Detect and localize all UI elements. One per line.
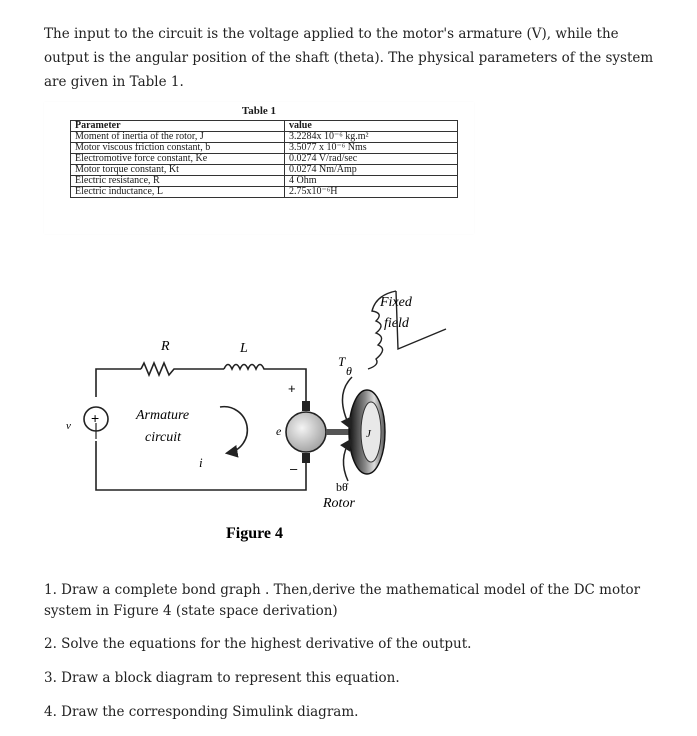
label-motor-minus: – (290, 461, 298, 476)
label-armature: Armature (136, 408, 190, 423)
label-L: L (240, 341, 248, 356)
table-row (71, 143, 458, 154)
table-row (71, 165, 458, 176)
label-motor-plus: + (288, 381, 296, 396)
resistor-symbol (141, 363, 224, 375)
table-cell-param: Electromotive force constant, Ke (71, 154, 285, 165)
label-R: R (161, 339, 170, 354)
table-row (71, 132, 458, 143)
label-e: e (276, 424, 282, 438)
figure-caption: Figure 4 (226, 525, 284, 542)
table-header-row (71, 121, 458, 132)
parameter-table-image (44, 102, 474, 234)
label-b-theta-dot: bθ̇ (336, 480, 348, 494)
table-row (71, 187, 458, 198)
table-row (71, 154, 458, 165)
question-item: 4. Draw the corresponding Simulink diagram. (44, 704, 359, 720)
dc-motor-figure (44, 259, 474, 559)
table-cell-value: 0.0274 Nm/Amp (285, 165, 458, 176)
wire-right-top (267, 369, 306, 401)
label-T: T (338, 354, 346, 369)
intro-paragraph: The input to the circuit is the voltage applied to the motor's armature (V), while the output is the angular position of the shaft (theta). The physical parameters of the system are given in Table 1. (44, 26, 654, 90)
table-cell-param: Motor torque constant, Kt (71, 165, 285, 176)
label-rotor: Rotor (323, 496, 355, 511)
source-plus-label: + (91, 410, 100, 426)
table-header-parameter: Parameter (71, 121, 285, 132)
label-J: J (366, 428, 371, 440)
table-cell-param: Electric resistance, R (71, 176, 285, 187)
label-field: field (384, 316, 409, 331)
current-arrow (220, 407, 247, 453)
question-item: 1. Draw a complete bond graph . Then,derive the mathematical model of the DC motor system in Figure 4 (state space derivation) (44, 582, 641, 619)
circuit-wires (96, 369, 306, 490)
table-caption: Table 1 (241, 105, 277, 117)
table-cell-param: Electric inductance, L (71, 187, 285, 198)
table-cell-param: Motor viscous friction constant, b (71, 143, 285, 154)
label-fixed: Fixed (380, 295, 412, 310)
label-theta: θ (346, 364, 352, 378)
label-i: i (199, 455, 203, 470)
label-circuit: circuit (145, 430, 182, 445)
table-cell-value: 0.0274 V/rad/sec (285, 154, 458, 165)
table-cell-param: Moment of inertia of the rotor, J (71, 132, 285, 143)
parameter-table (70, 120, 458, 198)
wire-left-top (96, 369, 141, 397)
table-row (71, 176, 458, 187)
table-cell-value: 4 Ohm (285, 176, 458, 187)
inductor-symbol (224, 365, 267, 370)
table-cell-value: 3.5077 x 10⁻⁶ Nms (285, 143, 458, 154)
motor-icon (286, 412, 326, 452)
dc-motor-diagram (44, 259, 474, 559)
label-v: v (66, 420, 71, 432)
friction-arrow (343, 441, 350, 481)
table-cell-value: 2.75x10⁻⁶H (285, 187, 458, 198)
table-header-value: value (285, 121, 458, 132)
question-item: 2. Solve the equations for the highest derivative of the output. (44, 636, 472, 652)
question-list (44, 580, 664, 736)
table-cell-value: 3.2284x 10⁻⁶ kg.m² (285, 132, 458, 143)
question-item: 3. Draw a block diagram to represent this equation. (44, 670, 400, 686)
